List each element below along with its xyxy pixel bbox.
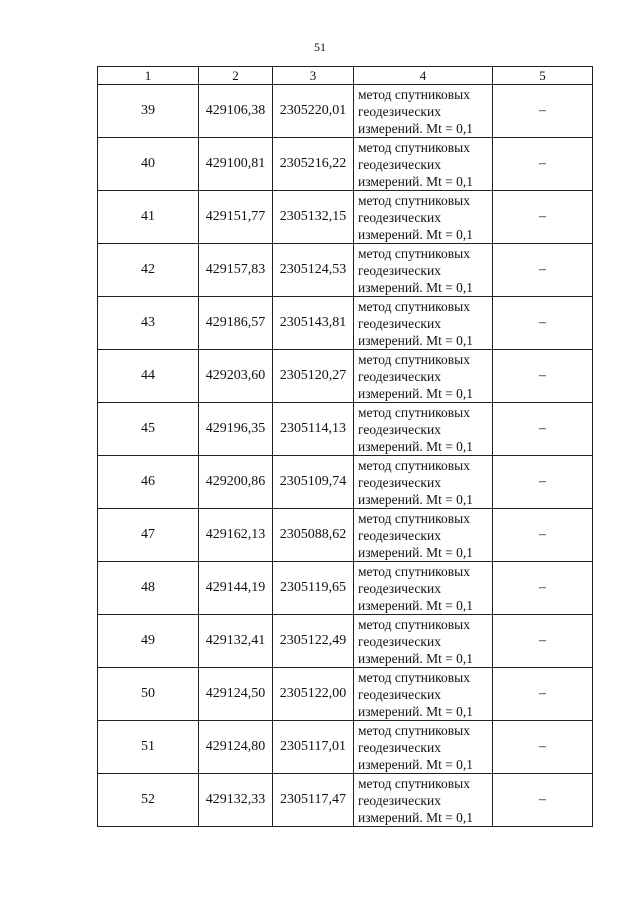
column-5-cell: –: [493, 562, 593, 615]
coordinate-y-cell: 2305132,15: [273, 191, 354, 244]
point-number-cell: 47: [98, 509, 199, 562]
method-text-line: метод спутниковых: [358, 245, 470, 261]
coordinate-y-cell: 2305109,74: [273, 456, 354, 509]
method-text-line: геодезических: [358, 527, 441, 543]
column-5-cell: –: [493, 403, 593, 456]
table-row: [98, 562, 593, 615]
method-text-line: измерений. Mt = 0,1: [358, 756, 474, 772]
point-number-cell: 44: [98, 350, 199, 403]
method-text-line: измерений. Mt = 0,1: [358, 491, 474, 507]
method-text-line: геодезических: [358, 315, 441, 331]
coordinate-y-cell: 2305143,81: [273, 297, 354, 350]
method-text-line: геодезических: [358, 103, 441, 119]
table-header-row: [98, 67, 593, 85]
coordinate-x-cell: 429196,35: [199, 403, 273, 456]
method-text-line: метод спутниковых: [358, 192, 470, 208]
method-text-line: геодезических: [358, 421, 441, 437]
column-header-1: 1: [98, 67, 199, 85]
coordinate-y-cell: 2305120,27: [273, 350, 354, 403]
method-text-line: геодезических: [358, 580, 441, 596]
method-text-line: геодезических: [358, 209, 441, 225]
coordinate-x-cell: 429124,50: [199, 668, 273, 721]
column-5-cell: –: [493, 244, 593, 297]
table-row: [98, 615, 593, 668]
coordinate-x-cell: 429162,13: [199, 509, 273, 562]
method-text-line: метод спутниковых: [358, 457, 470, 473]
method-text-line: измерений. Mt = 0,1: [358, 120, 474, 136]
point-number-cell: 42: [98, 244, 199, 297]
point-number-cell: 43: [98, 297, 199, 350]
point-number-cell: 41: [98, 191, 199, 244]
method-text-line: метод спутниковых: [358, 669, 470, 685]
method-text-line: метод спутниковых: [358, 775, 470, 791]
column-header-5: 5: [493, 67, 593, 85]
method-text-line: геодезических: [358, 474, 441, 490]
method-cell: [354, 721, 493, 774]
column-5-cell: –: [493, 721, 593, 774]
method-text-line: метод спутниковых: [358, 351, 470, 367]
method-text-line: метод спутниковых: [358, 404, 470, 420]
method-text-line: метод спутниковых: [358, 298, 470, 314]
column-5-cell: –: [493, 509, 593, 562]
method-text-line: метод спутниковых: [358, 563, 470, 579]
table-row: [98, 297, 593, 350]
coordinates-table: [97, 66, 593, 827]
table-row: [98, 191, 593, 244]
table-row: [98, 138, 593, 191]
coordinate-x-cell: 429100,81: [199, 138, 273, 191]
coordinate-x-cell: 429132,33: [199, 774, 273, 827]
method-text-line: измерений. Mt = 0,1: [358, 809, 474, 825]
column-5-cell: –: [493, 138, 593, 191]
coordinate-x-cell: 429124,80: [199, 721, 273, 774]
coordinate-x-cell: 429144,19: [199, 562, 273, 615]
coordinate-x-cell: 429203,60: [199, 350, 273, 403]
method-text-line: метод спутниковых: [358, 616, 470, 632]
method-text-line: измерений. Mt = 0,1: [358, 703, 474, 719]
column-5-cell: –: [493, 615, 593, 668]
column-5-cell: –: [493, 297, 593, 350]
table-row: [98, 403, 593, 456]
point-number-cell: 46: [98, 456, 199, 509]
method-text-line: измерений. Mt = 0,1: [358, 650, 474, 666]
method-text-line: измерений. Mt = 0,1: [358, 438, 474, 454]
method-text-line: измерений. Mt = 0,1: [358, 173, 474, 189]
coordinate-y-cell: 2305117,47: [273, 774, 354, 827]
column-header-4: 4: [354, 67, 493, 85]
method-text-line: геодезических: [358, 368, 441, 384]
table-row: [98, 774, 593, 827]
method-text-line: геодезических: [358, 686, 441, 702]
method-cell: [354, 403, 493, 456]
coordinate-x-cell: 429132,41: [199, 615, 273, 668]
method-text-line: геодезических: [358, 633, 441, 649]
method-text-line: измерений. Mt = 0,1: [358, 385, 474, 401]
method-cell: [354, 297, 493, 350]
coordinate-y-cell: 2305124,53: [273, 244, 354, 297]
coordinate-x-cell: 429186,57: [199, 297, 273, 350]
coordinate-x-cell: 429151,77: [199, 191, 273, 244]
method-cell: [354, 244, 493, 297]
method-cell: [354, 456, 493, 509]
method-text-line: измерений. Mt = 0,1: [358, 332, 474, 348]
point-number-cell: 40: [98, 138, 199, 191]
coordinate-y-cell: 2305122,00: [273, 668, 354, 721]
coordinate-x-cell: 429106,38: [199, 85, 273, 138]
column-5-cell: –: [493, 85, 593, 138]
table-row: [98, 85, 593, 138]
method-cell: [354, 562, 493, 615]
table-row: [98, 244, 593, 297]
method-text-line: метод спутниковых: [358, 139, 470, 155]
table-row: [98, 350, 593, 403]
column-header-2: 2: [199, 67, 273, 85]
table-body: [98, 85, 593, 827]
coordinate-y-cell: 2305117,01: [273, 721, 354, 774]
coordinate-y-cell: 2305122,49: [273, 615, 354, 668]
method-cell: [354, 138, 493, 191]
method-cell: [354, 774, 493, 827]
method-text-line: метод спутниковых: [358, 722, 470, 738]
point-number-cell: 50: [98, 668, 199, 721]
method-cell: [354, 509, 493, 562]
table-row: [98, 456, 593, 509]
point-number-cell: 48: [98, 562, 199, 615]
method-cell: [354, 668, 493, 721]
method-text-line: геодезических: [358, 739, 441, 755]
coordinate-y-cell: 2305216,22: [273, 138, 354, 191]
coordinate-y-cell: 2305220,01: [273, 85, 354, 138]
point-number-cell: 51: [98, 721, 199, 774]
column-5-cell: –: [493, 668, 593, 721]
point-number-cell: 49: [98, 615, 199, 668]
column-5-cell: –: [493, 191, 593, 244]
point-number-cell: 52: [98, 774, 199, 827]
column-5-cell: –: [493, 774, 593, 827]
method-cell: [354, 350, 493, 403]
page-number: 51: [314, 40, 326, 54]
method-text-line: метод спутниковых: [358, 510, 470, 526]
coordinate-y-cell: 2305119,65: [273, 562, 354, 615]
method-text-line: геодезических: [358, 262, 441, 278]
point-number-cell: 45: [98, 403, 199, 456]
method-cell: [354, 615, 493, 668]
coordinate-x-cell: 429200,86: [199, 456, 273, 509]
column-5-cell: –: [493, 456, 593, 509]
point-number-cell: 39: [98, 85, 199, 138]
method-text-line: геодезических: [358, 156, 441, 172]
method-text-line: метод спутниковых: [358, 86, 470, 102]
method-text-line: измерений. Mt = 0,1: [358, 597, 474, 613]
coordinate-x-cell: 429157,83: [199, 244, 273, 297]
method-text-line: измерений. Mt = 0,1: [358, 226, 474, 242]
method-cell: [354, 191, 493, 244]
table-row: [98, 721, 593, 774]
coordinate-y-cell: 2305088,62: [273, 509, 354, 562]
column-5-cell: –: [493, 350, 593, 403]
method-text-line: геодезических: [358, 792, 441, 808]
table-row: [98, 668, 593, 721]
column-header-3: 3: [273, 67, 354, 85]
coordinate-y-cell: 2305114,13: [273, 403, 354, 456]
method-text-line: измерений. Mt = 0,1: [358, 279, 474, 295]
method-cell: [354, 85, 493, 138]
table-row: [98, 509, 593, 562]
method-text-line: измерений. Mt = 0,1: [358, 544, 474, 560]
